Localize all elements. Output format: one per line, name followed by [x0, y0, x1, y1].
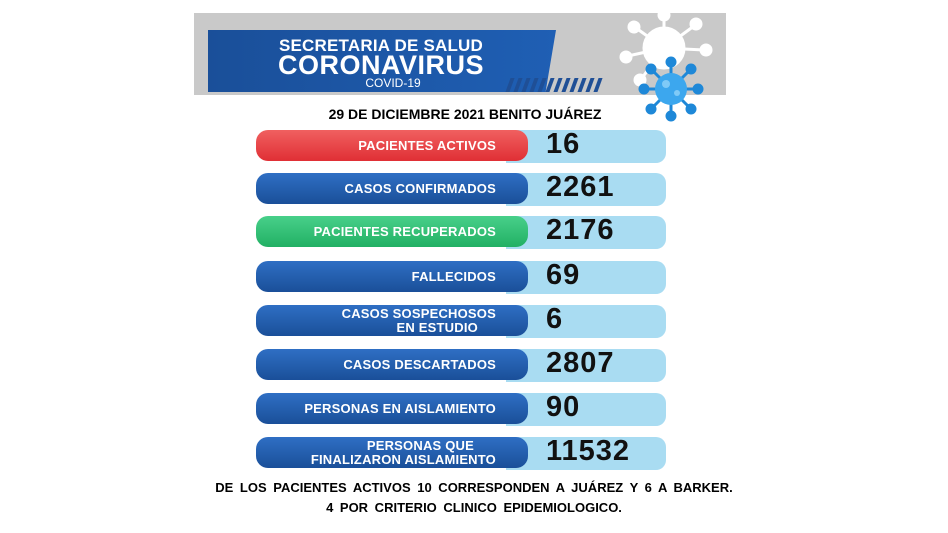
stat-value: 16	[546, 128, 581, 160]
stat-row-fallecidos	[256, 261, 666, 294]
footer-note-line2: 4 POR CRITERIO CLINICO EPIDEMIOLOGICO.	[326, 500, 622, 515]
stat-label: PERSONAS EN AISLAMIENTO	[304, 400, 496, 416]
stat-row-descartados	[256, 349, 666, 382]
stat-label: PACIENTES RECUPERADOS	[313, 223, 496, 239]
stat-label-pill	[256, 216, 528, 247]
stat-value: 11532	[546, 435, 631, 467]
stat-label: CASOS CONFIRMADOS	[344, 180, 496, 196]
header-secretaria: SECRETARIA DE SALUD	[278, 36, 484, 55]
stat-label-pill	[256, 305, 528, 336]
stat-value: 90	[546, 391, 581, 423]
stat-label-pill	[256, 437, 528, 468]
header-covid: COVID-19	[365, 76, 421, 90]
header-coronavirus: CORONAVIRUS	[277, 50, 484, 80]
stat-label-line1: CASOS SOSPECHOSOS	[341, 305, 496, 321]
stat-value: 69	[546, 259, 581, 291]
stat-label-pill	[256, 349, 528, 380]
stat-label-line2: FINALIZARON AISLAMIENTO	[310, 451, 496, 467]
stat-row-recuperados	[256, 216, 666, 249]
stat-row-sospechosos	[256, 305, 666, 338]
stat-row-aislamiento	[256, 393, 666, 426]
value-box	[506, 261, 666, 294]
stat-row-finalizaron	[256, 437, 666, 470]
stat-row-confirmados	[256, 173, 666, 206]
date-line: 29 DE DICIEMBRE 2021 BENITO JUÁREZ	[328, 106, 602, 122]
footer-note-line1: DE LOS PACIENTES ACTIVOS 10 CORRESPONDEN A JUÁREZ Y 6 A BARKER.	[215, 480, 733, 495]
header-stripes	[508, 78, 600, 92]
stat-label: PACIENTES ACTIVOS	[358, 137, 496, 153]
value-box	[506, 393, 666, 426]
stat-label-line1: PERSONAS QUE	[366, 437, 474, 453]
stat-label: FALLECIDOS	[411, 268, 496, 284]
stat-label-pill	[256, 173, 528, 204]
stat-row-activos	[256, 130, 666, 163]
value-box	[506, 130, 666, 163]
value-box	[506, 305, 666, 338]
stat-value: 6	[546, 303, 564, 335]
stat-label-pill	[256, 130, 528, 161]
stat-value: 2261	[546, 171, 615, 203]
stat-value: 2176	[546, 214, 615, 246]
stat-label: CASOS DESCARTADOS	[343, 356, 496, 372]
stat-label-line2: EN ESTUDIO	[396, 319, 478, 335]
stat-label-pill	[256, 393, 528, 424]
stat-value: 2807	[546, 347, 615, 379]
stat-label-pill	[256, 261, 528, 292]
